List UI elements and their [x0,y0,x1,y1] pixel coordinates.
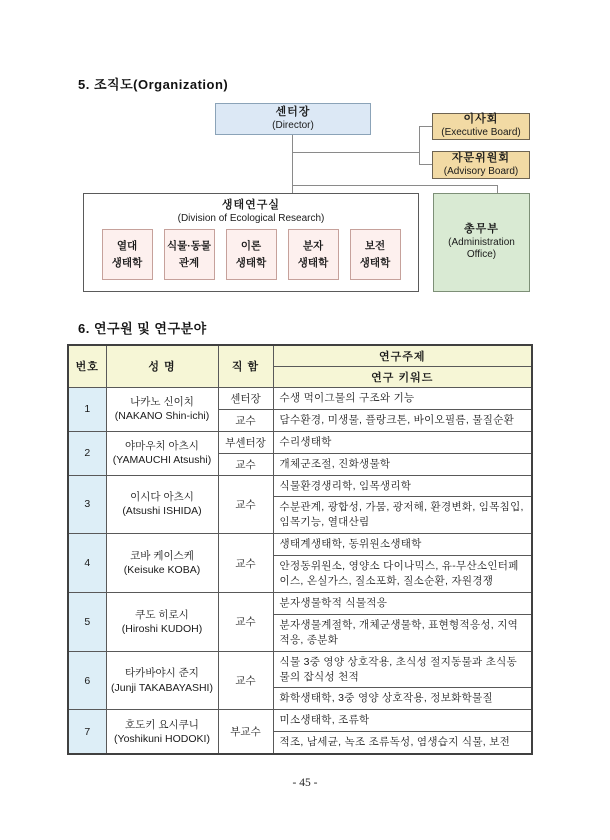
researcher-name [106,387,218,431]
researcher-name-ko: 야마우치 아츠시 [125,439,199,452]
research-keywords: 안정동위원소, 영양소 다이나믹스, 유-무산소인터페이스, 온실가스, 질소포화, 질소순환, 자원경쟁 [273,556,532,593]
researcher-name-ko: 쿠도 히로시 [135,608,189,621]
researcher-name-en: (NAKANO Shin-ichi) [114,410,210,422]
researcher-name [106,475,218,534]
researcher-name-en: (Hiroshi KUDOH) [121,622,203,635]
director-label-en: (Director) [272,119,314,131]
director-box [215,103,371,135]
executive-board-label-ko: 이사회 [463,113,499,126]
researcher-number: 1 [68,387,106,431]
researcher-name-ko: 타카바야시 준지 [125,667,199,680]
research-keywords: 개체군조절, 진화생물학 [273,453,532,475]
researcher-row [68,475,532,497]
researcher-title: 부교수 [218,710,273,754]
header-name: 성 명 [106,345,218,387]
research-topic: 분자생물학적 식물적응 [273,592,532,614]
researcher-name-ko: 코바 케이스케 [130,549,194,562]
unit-plant-animal-relations: 식물·동물 관계 [164,229,215,280]
researcher-title: 교수 [218,651,273,710]
researcher-title: 교수 [218,592,273,651]
researcher-title: 교수 [218,475,273,534]
advisory-board-label-ko: 자문위원회 [451,151,511,164]
research-topic: 수생 먹이그물의 구조와 기능 [273,387,532,409]
researcher-row [68,431,532,453]
connector-to-boards [293,152,419,153]
header-topic: 연구주제 [273,345,532,366]
researcher-name [106,651,218,710]
executive-board-label-en: (Executive Board) [441,127,521,139]
research-topic: 수리생태학 [273,431,532,453]
administration-office-label-ko: 총무부 [464,223,499,236]
researcher-number: 3 [68,475,106,534]
researcher-table-body [68,387,532,754]
researcher-row [68,534,532,556]
division-label-ko: 생태연구실 [221,199,281,211]
research-topic: 미소생태학, 조류학 [273,710,532,732]
advisory-board-label-en: (Advisory Board) [443,165,519,177]
research-keywords: 수분관계, 광합성, 가뭄, 광저해, 환경변화, 임목침입, 임목기능, 열대산림 [273,497,532,534]
researcher-name-ko: 이시다 아츠시 [130,491,194,504]
division-units [102,229,401,280]
unit-conservation-ecology: 보전 생태학 [350,229,401,280]
researcher-row [68,651,532,688]
connector-to-admin [293,185,497,186]
researcher-number: 4 [68,534,106,593]
researcher-title: 센터장 [218,387,273,409]
researcher-table [67,344,533,755]
organization-chart [0,0,610,310]
researcher-number: 2 [68,431,106,475]
research-keywords: 분자생물계절학, 개체군생물학, 표현형적응성, 지역적응, 종분화 [273,614,532,651]
researcher-title-secondary: 교수 [218,453,273,475]
connector-admin-stub [497,185,498,193]
advisory-board-box [432,151,530,179]
unit-theoretical-ecology: 이론 생태학 [226,229,277,280]
page-number: - 45 - [292,777,318,789]
section5-heading: 5. 조직도(Organization) [78,77,229,92]
researcher-name-en: (YAMAUCHI Atsushi) [112,454,212,466]
section6-heading: 6. 연구원 및 연구분야 [78,321,207,336]
researcher-name [106,534,218,593]
researcher-row [68,592,532,614]
researcher-name-ko: 호도키 요시쿠니 [125,718,199,731]
header-no: 번호 [68,345,106,387]
researcher-name-ko: 나카노 신이치 [130,395,194,408]
division-box [83,193,419,292]
researcher-title: 교수 [218,534,273,593]
administration-office-box [433,193,530,292]
research-topic: 식물 3중 영양 상호작용, 초식성 절지동물과 초식동물의 잡식성 천적 [273,651,532,688]
research-keywords: 적조, 남세균, 녹조 조류독성, 염생습지 식물, 보전 [273,732,532,754]
researcher-title-secondary: 교수 [218,409,273,431]
research-keywords: 화학생태학, 3중 영양 상호작용, 정보화학물질 [273,688,532,710]
researcher-number: 7 [68,710,106,754]
researcher-name-en: (Keisuke KOBA) [123,564,201,577]
researcher-name-en: (Atsushi ISHIDA) [122,505,202,518]
researcher-number: 6 [68,651,106,710]
researcher-row [68,387,532,409]
executive-board-box [432,113,530,140]
unit-molecular-ecology: 분자 생태학 [288,229,339,280]
researcher-name [106,710,218,754]
researcher-name [106,592,218,651]
unit-tropical-ecology: 열대 생태학 [102,229,153,280]
header-keywords: 연구 키워드 [273,366,532,387]
research-topic: 생태계생태학, 동위원소생태학 [273,534,532,556]
division-label-en: (Division of Ecological Research) [177,212,325,224]
director-label-ko: 센터장 [275,105,311,118]
connector-advisory-stub [419,164,432,165]
researcher-title: 부센터장 [218,431,273,453]
header-title: 직 함 [218,345,273,387]
connector-boards-bracket [419,126,420,165]
researcher-name-en: (Yoshikuni HODOKI) [114,732,210,745]
administration-office-label-en: (Administration Office) [448,236,515,261]
research-topic: 식물환경생리학, 임목생리학 [273,475,532,497]
researcher-name [106,431,218,475]
connector-executive-stub [419,126,432,127]
researcher-number: 5 [68,592,106,651]
research-keywords: 담수환경, 미생물, 플랑크톤, 바이오필름, 물질순환 [273,409,532,431]
researcher-row [68,710,532,732]
researcher-name-en: (Junji TAKABAYASHI) [111,681,213,694]
